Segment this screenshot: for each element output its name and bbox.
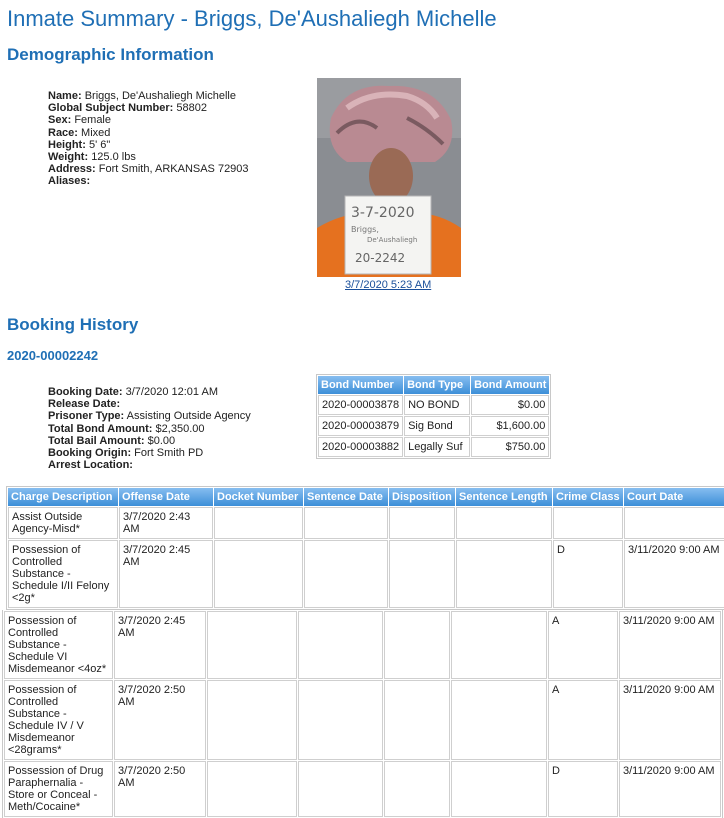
bond-row <box>318 395 549 415</box>
info-row-sex: Sex: Female <box>48 114 111 127</box>
booking-row-total-bond: Total Bond Amount: $2,350.00 <box>48 422 205 435</box>
sentence-length <box>451 680 547 760</box>
mugshot-photo[interactable] <box>317 78 461 277</box>
bond-amount: $750.00 <box>471 437 549 457</box>
bond-header-type: Bond Type <box>404 376 470 394</box>
table-row <box>4 680 721 760</box>
court-date: 3/11/2020 9:00 AM <box>619 680 721 760</box>
sentence-length <box>451 611 547 679</box>
booking-row-prisoner-type: Prisoner Type: Assisting Outside Agency <box>48 410 251 423</box>
bond-amount: $1,600.00 <box>471 416 549 436</box>
crime-class: A <box>548 611 618 679</box>
placard-given-name: De'Aushaliegh <box>367 236 418 244</box>
sentence-date <box>304 540 388 608</box>
charge-description: Possession of Controlled Substance - Schedule IV / V Misdemeanor <28grams* <box>4 680 113 760</box>
booking-number: 2020-00002242 <box>7 348 99 363</box>
bond-number: 2020-00003879 <box>318 416 403 436</box>
offense-date: 3/7/2020 2:43 AM <box>119 507 213 539</box>
charge-description: Possession of Drug Paraphernalia - Store or Conceal - Meth/Cocaine* <box>4 761 113 817</box>
table-row <box>8 507 724 539</box>
sentence-date <box>298 761 383 817</box>
info-row-race: Race: Mixed <box>48 126 111 139</box>
disposition <box>384 761 450 817</box>
header-sentence-length: Sentence Length <box>456 488 552 506</box>
placard-surname: Briggs, <box>351 225 379 234</box>
bond-type: Legally Suf <box>404 437 470 457</box>
docket-number <box>214 507 303 539</box>
court-date: 3/11/2020 9:00 AM <box>619 611 721 679</box>
disposition <box>389 540 455 608</box>
booking-history-heading: Booking History <box>7 315 139 334</box>
photo-timestamp-link[interactable]: 3/7/2020 5:23 AM <box>345 279 432 291</box>
charges-header <box>8 488 724 506</box>
offense-date: 3/7/2020 2:45 AM <box>114 611 206 679</box>
bond-header-number: Bond Number <box>318 376 403 394</box>
bond-table <box>316 374 551 459</box>
disposition <box>389 507 455 539</box>
offense-date: 3/7/2020 2:45 AM <box>119 540 213 608</box>
placard-number: 20-2242 <box>355 251 406 265</box>
sentence-length <box>456 507 552 539</box>
info-row-address: Address: Fort Smith, ARKANSAS 72903 <box>48 163 249 176</box>
charges-table-top <box>6 486 724 610</box>
sentence-date <box>304 507 388 539</box>
placard-date: 3-7-2020 <box>351 205 415 221</box>
table-row <box>4 611 721 679</box>
info-row-name: Name: Briggs, De'Aushaliegh Michelle <box>48 90 236 102</box>
bond-table-header <box>318 376 549 394</box>
bond-header-amount: Bond Amount <box>471 376 549 394</box>
bond-row <box>318 416 549 436</box>
booking-row-origin: Booking Origin: Fort Smith PD <box>48 447 204 460</box>
bond-number: 2020-00003878 <box>318 395 403 415</box>
header-crime-class: Crime Class <box>553 488 623 506</box>
booking-row-total-bail: Total Bail Amount: $0.00 <box>48 434 176 447</box>
mugshot-illustration <box>317 78 461 277</box>
offense-date: 3/7/2020 2:50 AM <box>114 761 206 817</box>
bond-row <box>318 437 549 457</box>
sentence-length <box>456 540 552 608</box>
info-row-weight: Weight: 125.0 lbs <box>48 151 136 164</box>
bond-amount: $0.00 <box>471 395 549 415</box>
docket-number <box>207 611 297 679</box>
header-sentence-date: Sentence Date <box>304 488 388 506</box>
header-offense-date: Offense Date <box>119 488 213 506</box>
demographics-info <box>48 90 249 188</box>
booking-row-arrest-location: Arrest Location: <box>48 459 133 472</box>
page-title: Inmate Summary - Briggs, De'Aushaliegh Michelle <box>7 6 497 31</box>
table-row <box>8 540 724 608</box>
info-row-subject-number: Global Subject Number: 58802 <box>48 102 207 115</box>
charges-table-continued <box>2 610 723 818</box>
demographics-heading: Demographic Information <box>7 45 214 64</box>
docket-number <box>214 540 303 608</box>
docket-number <box>207 761 297 817</box>
disposition <box>384 611 450 679</box>
disposition <box>384 680 450 760</box>
booking-row-release-date: Release Date: <box>48 398 121 411</box>
crime-class: D <box>548 761 618 817</box>
docket-number <box>207 680 297 760</box>
booking-info <box>48 386 251 471</box>
table-row <box>4 761 721 817</box>
sentence-date <box>298 680 383 760</box>
booking-row-date: Booking Date: 3/7/2020 12:01 AM <box>48 386 218 398</box>
charge-description: Possession of Controlled Substance - Schedule VI Misdemeanor <4oz* <box>4 611 113 679</box>
bond-number: 2020-00003882 <box>318 437 403 457</box>
info-row-height: Height: 5' 6" <box>48 138 111 151</box>
crime-class: A <box>548 680 618 760</box>
sentence-length <box>451 761 547 817</box>
offense-date: 3/7/2020 2:50 AM <box>114 680 206 760</box>
header-docket-number: Docket Number <box>214 488 303 506</box>
court-date: 3/11/2020 9:00 AM <box>619 761 721 817</box>
charge-description: Assist Outside Agency-Misd* <box>8 507 118 539</box>
court-date <box>624 507 724 539</box>
info-row-aliases: Aliases: <box>48 175 91 188</box>
charge-description: Possession of Controlled Substance - Schedule I/II Felony <2g* <box>8 540 118 608</box>
charges-table-bottom <box>2 610 724 818</box>
charges-table <box>6 486 724 610</box>
bond-type: NO BOND <box>404 395 470 415</box>
court-date: 3/11/2020 9:00 AM <box>624 540 724 608</box>
bond-type: Sig Bond <box>404 416 470 436</box>
header-charge-description: Charge Description <box>8 488 118 506</box>
crime-class <box>553 507 623 539</box>
sentence-date <box>298 611 383 679</box>
header-court-date: Court Date <box>624 488 724 506</box>
crime-class: D <box>553 540 623 608</box>
header-disposition: Disposition <box>389 488 455 506</box>
